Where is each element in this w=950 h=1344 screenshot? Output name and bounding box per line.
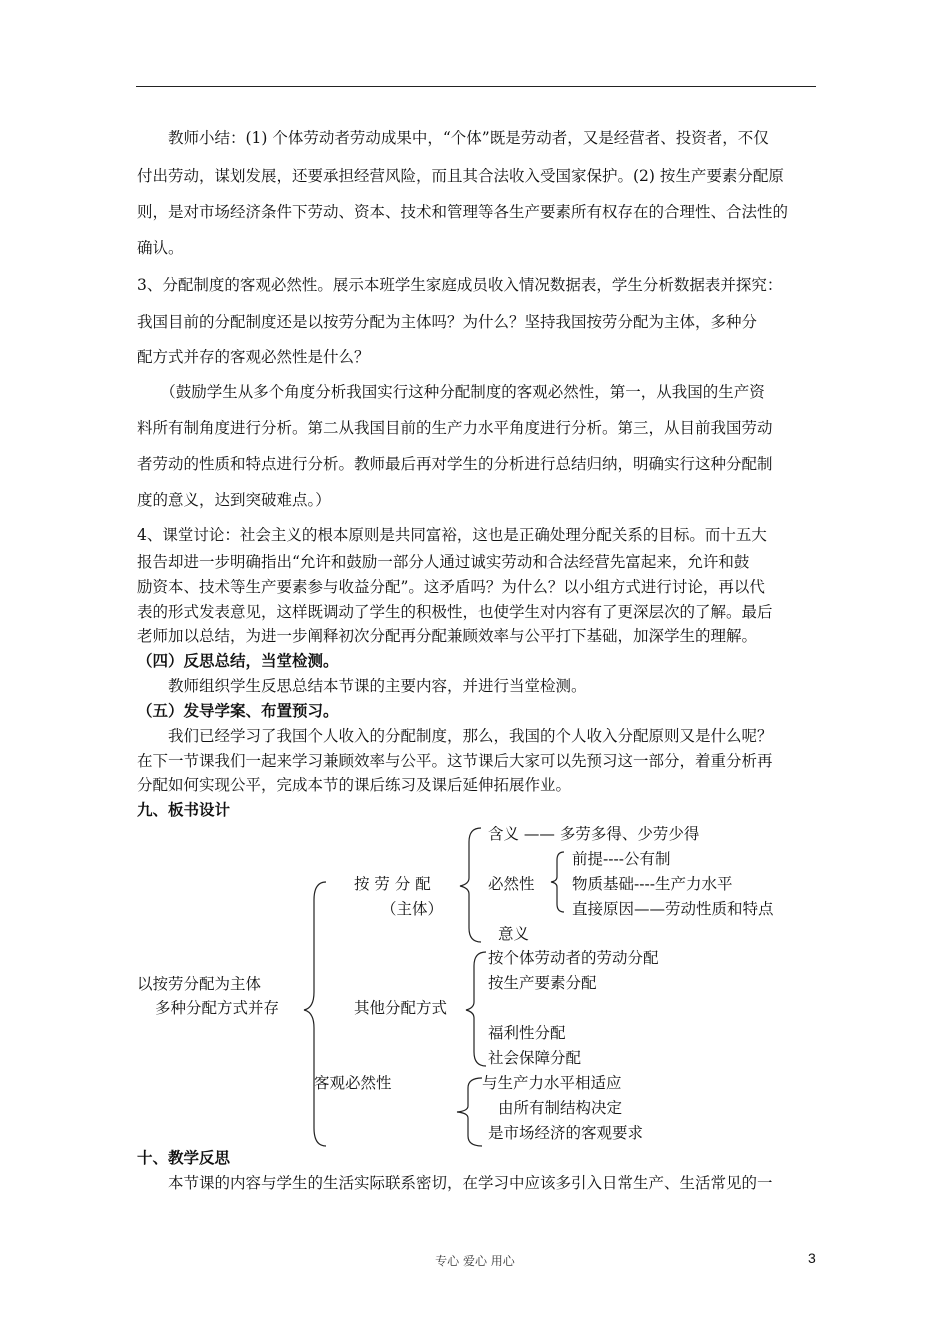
preview-line-3: 分配如何实现公平，完成本节的课后练习及课后延伸拓展作业。 [137,776,572,794]
board-obj-1: 与生产力水平相适应 [482,1074,622,1092]
encourage-line-1: （鼓励学生从多个角度分析我国实行这种分配制度的客观必然性，第一，从我国的生产资 [137,383,765,401]
board-premise: 前提----公有制 [572,850,671,868]
item4-line-4: 表的形式发表意见，这样既调动了学生的积极性，也使学生对内容有了更深层次的了解。最后 [137,603,773,621]
summary-line-2: 付出劳动，谋划发展，还要承担经营风险，而且其合法收入受国家保护。(2) 按生产要素分配原 [137,167,784,185]
item4-line-5: 老师加以总结，为进一步阐释初次分配再分配兼顾效率与公平打下基础，加深学生的理解。 [137,627,758,645]
board-material: 物质基础----生产力水平 [572,875,733,893]
summary-line-3: 则，是对市场经济条件下劳动、资本、技术和管理等各生产要素所有权存在的合理性、合法性的 [137,203,789,221]
item3-line-3: 配方式并存的客观必然性是什么？ [137,348,370,366]
board-direct: 直接原因——劳动性质和特点 [572,900,774,918]
item3-line-1: 3、分配制度的客观必然性。展示本班学生家庭成员收入情况数据表，学生分析数据表并探究： [137,276,783,294]
section4-heading: （四）反思总结，当堂检测。 [137,651,339,670]
item4-line-2: 报告却进一步明确指出“允许和鼓励一部分人通过诚实劳动和合法经营先富起来，允许和鼓 [137,553,750,571]
board-root-line1: 以按劳分配为主体 [137,975,262,993]
board-other-3: 福利性分配 [488,1024,566,1042]
page-number: 3 [808,1250,816,1266]
board-labor-line1: 按 劳 分 配 [354,875,431,893]
encourage-line-4: 度的意义，达到突破难点。） [137,491,331,509]
board-obj-3: 是市场经济的客观要求 [488,1124,644,1142]
item4-line-1: 4、课堂讨论：社会主义的根本原则是共同富裕，这也是正确处理分配关系的目标。而十五大 [137,526,767,544]
board-meaning: 含义 —— 多劳多得、少劳少得 [488,825,700,843]
item3-line-2: 我国目前的分配制度还是以按劳分配为主体吗？为什么？坚持我国按劳分配为主体，多种分 [137,313,758,331]
page-footer: 专心 爱心 用心 [435,1254,515,1268]
board-significance: 意义 [498,925,530,943]
board-obj-2: 由所有制结构决定 [498,1099,623,1117]
item4-line-3: 励资本、技术等生产要素参与收益分配”。这矛盾吗？为什么？以小组方式进行讨论，再以代 [137,578,765,596]
board-other-4: 社会保障分配 [488,1049,582,1067]
objective-brace [452,1076,486,1148]
section10-heading: 十、教学反思 [137,1148,231,1167]
board-necessity: 必然性 [488,875,535,893]
other-brace [462,950,490,1068]
labor-brace [455,826,485,944]
board-other-2: 按生产要素分配 [488,974,597,992]
board-root-line2: 多种分配方式并存 [155,999,280,1017]
necessity-brace [548,850,568,914]
board-labor-line2: （主体） [381,900,444,918]
board-other-methods: 其他分配方式 [354,999,448,1017]
encourage-line-2: 料所有制角度进行分析。第二从我国目前的生产力水平角度进行分析。第三，从目前我国劳动 [137,419,773,437]
board-objective: 客观必然性 [314,1074,392,1092]
summary-line-1: 教师小结：(1) 个体劳动者劳动成果中，“个体”既是劳动者，又是经营者、投资者，不仅 [137,129,769,147]
section5-heading: （五）发导学案、布置预习。 [137,701,339,720]
header-rule [136,86,816,87]
board-other-1: 按个体劳动者的劳动分配 [488,949,659,967]
preview-line-1: 我们已经学习了我国个人收入的分配制度，那么，我国的个人收入分配原则又是什么呢？ [137,727,773,745]
section9-heading: 九、板书设计 [137,800,231,819]
reflect-text: 教师组织学生反思总结本节课的主要内容，并进行当堂检测。 [137,677,587,695]
encourage-line-3: 者劳动的性质和特点进行分析。教师最后再对学生的分析进行总结归纳，明确实行这种分配制 [137,455,773,473]
preview-line-2: 在下一节课我们一起来学习兼顾效率与公平。这节课后大家可以先预习这一部分，着重分析再 [137,752,773,770]
summary-line-4: 确认。 [137,239,184,257]
reflection-text: 本节课的内容与学生的生活实际联系密切，在学习中应该多引入日常生产、生活常见的一 [137,1174,773,1192]
main-brace [300,880,330,1150]
